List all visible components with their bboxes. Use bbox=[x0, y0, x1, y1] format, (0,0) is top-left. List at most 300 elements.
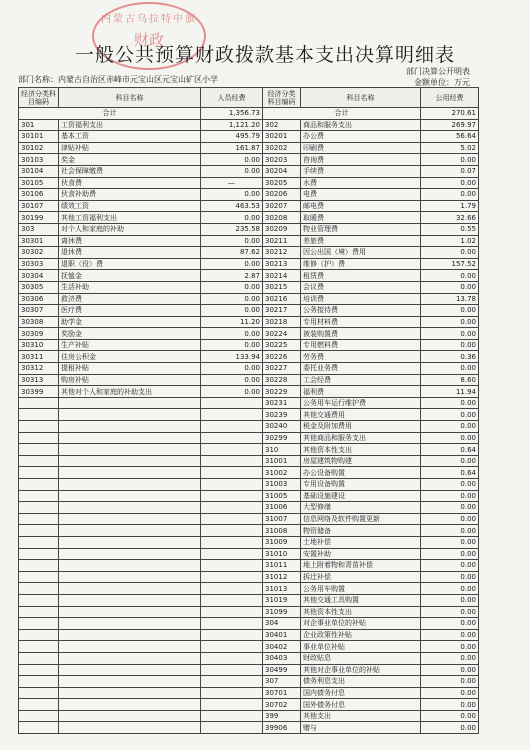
left-subject-name bbox=[59, 455, 201, 467]
left-subject-name bbox=[59, 421, 201, 433]
personnel-amount: 495.79 bbox=[201, 131, 263, 143]
personnel-amount bbox=[201, 513, 263, 525]
right-subject-name: 债务利息支出 bbox=[301, 676, 421, 688]
right-subject-name: 办公费 bbox=[301, 131, 421, 143]
left-subject-name bbox=[59, 536, 201, 548]
left-subject-name: 生产补贴 bbox=[59, 339, 201, 351]
table-row bbox=[19, 409, 479, 421]
table-row bbox=[19, 722, 479, 734]
right-econ-code: 31007 bbox=[263, 513, 301, 525]
left-econ-code bbox=[19, 722, 59, 734]
left-econ-code: 303 bbox=[19, 223, 59, 235]
right-econ-code: 31006 bbox=[263, 502, 301, 514]
right-subject-name: 物业管理费 bbox=[301, 223, 421, 235]
left-econ-code bbox=[19, 710, 59, 722]
right-subject-name: 维修（护）费 bbox=[301, 258, 421, 270]
right-econ-code: 30204 bbox=[263, 165, 301, 177]
right-subject-name: 其他资本性支出 bbox=[301, 444, 421, 456]
right-subject-name: 安置补助 bbox=[301, 548, 421, 560]
right-subject-name: 信息网络及软件购置更新 bbox=[301, 513, 421, 525]
right-subject-name: 电费 bbox=[301, 189, 421, 201]
public-amount: 0.00 bbox=[421, 571, 479, 583]
public-amount: 0.00 bbox=[421, 270, 479, 282]
left-subject-name bbox=[59, 409, 201, 421]
left-econ-code: 30304 bbox=[19, 270, 59, 282]
public-amount: 0.00 bbox=[421, 676, 479, 688]
personnel-amount bbox=[201, 629, 263, 641]
right-subject-name: 对企事业单位的补贴 bbox=[301, 618, 421, 630]
table-row bbox=[19, 305, 479, 317]
table-row bbox=[19, 316, 479, 328]
left-subject-name: 社会保障缴费 bbox=[59, 165, 201, 177]
left-subject-name: 奖励金 bbox=[59, 328, 201, 340]
public-amount: 0.00 bbox=[421, 548, 479, 560]
table-row bbox=[19, 247, 479, 259]
left-econ-code: 30106 bbox=[19, 189, 59, 201]
left-econ-code: 30311 bbox=[19, 351, 59, 363]
left-subject-name bbox=[59, 397, 201, 409]
right-econ-code: 30226 bbox=[263, 351, 301, 363]
left-econ-code bbox=[19, 409, 59, 421]
table-row bbox=[19, 606, 479, 618]
left-econ-code bbox=[19, 490, 59, 502]
left-subject-name bbox=[59, 548, 201, 560]
left-subject-name: 奖金 bbox=[59, 154, 201, 166]
table-row bbox=[19, 444, 479, 456]
right-subject-name: 取暖费 bbox=[301, 212, 421, 224]
table-row bbox=[19, 339, 479, 351]
left-subject-name: 退职（役）费 bbox=[59, 258, 201, 270]
department-name: 部门名称：内蒙古自治区赤峰市元宝山区元宝山矿区小学 bbox=[18, 75, 218, 84]
left-econ-code bbox=[19, 652, 59, 664]
right-econ-code: 31012 bbox=[263, 571, 301, 583]
table-row bbox=[19, 687, 479, 699]
table-row bbox=[19, 397, 479, 409]
left-econ-code bbox=[19, 397, 59, 409]
public-amount: 0.00 bbox=[421, 606, 479, 618]
left-econ-code: 30309 bbox=[19, 328, 59, 340]
left-econ-code bbox=[19, 467, 59, 479]
table-row bbox=[19, 212, 479, 224]
right-subject-name: 地上附着物和青苗补偿 bbox=[301, 560, 421, 572]
left-subject-name: 工资福利支出 bbox=[59, 119, 201, 131]
public-amount: 0.00 bbox=[421, 409, 479, 421]
left-econ-code bbox=[19, 421, 59, 433]
table-row bbox=[19, 513, 479, 525]
table-row bbox=[19, 502, 479, 514]
table-row bbox=[19, 571, 479, 583]
left-econ-code bbox=[19, 432, 59, 444]
public-amount: 0.00 bbox=[421, 710, 479, 722]
right-econ-code: 30499 bbox=[263, 664, 301, 676]
personnel-amount bbox=[201, 479, 263, 491]
official-seal-stamp: 内蒙古乌拉特中旗 财政 bbox=[92, 2, 206, 70]
left-subject-name bbox=[59, 687, 201, 699]
left-econ-code: 30307 bbox=[19, 305, 59, 317]
personnel-amount: 0.00 bbox=[201, 374, 263, 386]
public-amount: 0.07 bbox=[421, 165, 479, 177]
personnel-amount bbox=[201, 525, 263, 537]
public-amount: 11.94 bbox=[421, 386, 479, 398]
right-subject-name: 公务接待费 bbox=[301, 305, 421, 317]
public-amount: 0.00 bbox=[421, 687, 479, 699]
personnel-amount bbox=[201, 467, 263, 479]
personnel-amount bbox=[201, 641, 263, 653]
personnel-amount: 0.00 bbox=[201, 281, 263, 293]
left-econ-code bbox=[19, 455, 59, 467]
left-subject-name bbox=[59, 583, 201, 595]
table-row bbox=[19, 131, 479, 143]
right-econ-code: 30231 bbox=[263, 397, 301, 409]
left-econ-code bbox=[19, 629, 59, 641]
public-amount: 0.00 bbox=[421, 455, 479, 467]
left-econ-code bbox=[19, 618, 59, 630]
personnel-amount bbox=[201, 548, 263, 560]
personnel-amount: 0.00 bbox=[201, 154, 263, 166]
document-title: 一般公共预算财政拨款基本支出决算明细表 bbox=[74, 44, 455, 66]
left-econ-code bbox=[19, 676, 59, 688]
personnel-amount: 0.00 bbox=[201, 305, 263, 317]
table-row bbox=[19, 363, 479, 375]
left-subject-name bbox=[59, 525, 201, 537]
right-subject-name: 公务用车运行维护费 bbox=[301, 397, 421, 409]
right-subject-name: 租赁费 bbox=[301, 270, 421, 282]
right-econ-code: 30402 bbox=[263, 641, 301, 653]
left-subject-name bbox=[59, 676, 201, 688]
right-econ-code: 31010 bbox=[263, 548, 301, 560]
left-subject-name bbox=[59, 513, 201, 525]
public-amount: 32.66 bbox=[421, 212, 479, 224]
public-amount: 0.64 bbox=[421, 444, 479, 456]
left-econ-code: 30102 bbox=[19, 142, 59, 154]
left-econ-code: 30308 bbox=[19, 316, 59, 328]
public-amount: 5.02 bbox=[421, 142, 479, 154]
public-amount: 13.78 bbox=[421, 293, 479, 305]
right-econ-code: 30207 bbox=[263, 200, 301, 212]
personnel-amount bbox=[201, 560, 263, 572]
right-econ-code: 310 bbox=[263, 444, 301, 456]
right-econ-code: 31002 bbox=[263, 467, 301, 479]
public-amount: 0.00 bbox=[421, 722, 479, 734]
left-subject-name bbox=[59, 502, 201, 514]
left-subject-name: 抚恤金 bbox=[59, 270, 201, 282]
table-row bbox=[19, 652, 479, 664]
right-econ-code: 30214 bbox=[263, 270, 301, 282]
header-econ-code-left: 经济分类科目编码 bbox=[19, 88, 59, 108]
expenditure-table bbox=[18, 87, 479, 734]
table-row bbox=[19, 154, 479, 166]
right-econ-code: 30215 bbox=[263, 281, 301, 293]
right-subject-name: 差旅费 bbox=[301, 235, 421, 247]
left-subject-name bbox=[59, 606, 201, 618]
left-econ-code: 30199 bbox=[19, 212, 59, 224]
left-subject-name: 对个人和家庭的补助 bbox=[59, 223, 201, 235]
right-econ-code: 30217 bbox=[263, 305, 301, 317]
header-subject-name-right: 科目名称 bbox=[301, 88, 421, 108]
right-econ-code: 302 bbox=[263, 119, 301, 131]
public-amount: 56.64 bbox=[421, 131, 479, 143]
table-row bbox=[19, 270, 479, 282]
table-row bbox=[19, 618, 479, 630]
public-amount: 0.00 bbox=[421, 536, 479, 548]
personnel-amount: 463.53 bbox=[201, 200, 263, 212]
personnel-amount: 2.87 bbox=[201, 270, 263, 282]
right-subject-name: 工会经费 bbox=[301, 374, 421, 386]
left-subject-name bbox=[59, 664, 201, 676]
table-row bbox=[19, 432, 479, 444]
table-row bbox=[19, 258, 479, 270]
left-subject-name bbox=[59, 641, 201, 653]
public-amount: 0.00 bbox=[421, 618, 479, 630]
public-amount: 0.00 bbox=[421, 305, 479, 317]
left-econ-code: 30305 bbox=[19, 281, 59, 293]
personnel-amount bbox=[201, 444, 263, 456]
personnel-amount: 1,121.20 bbox=[201, 119, 263, 131]
right-subject-name: 其他交通工具购置 bbox=[301, 594, 421, 606]
public-amount: 0.00 bbox=[421, 502, 479, 514]
left-econ-code bbox=[19, 583, 59, 595]
public-amount: 1.02 bbox=[421, 235, 479, 247]
right-econ-code: 30401 bbox=[263, 629, 301, 641]
table-row bbox=[19, 664, 479, 676]
left-subject-name bbox=[59, 710, 201, 722]
right-econ-code: 31013 bbox=[263, 583, 301, 595]
left-econ-code: 30310 bbox=[19, 339, 59, 351]
table-row bbox=[19, 189, 479, 201]
document-type-note: 部门决算公开明表 bbox=[406, 67, 470, 76]
right-subject-name: 手续费 bbox=[301, 165, 421, 177]
public-amount: 0.00 bbox=[421, 560, 479, 572]
public-amount: 0.00 bbox=[421, 154, 479, 166]
personnel-amount bbox=[201, 455, 263, 467]
right-subject-name: 印刷费 bbox=[301, 142, 421, 154]
left-subject-name: 退休费 bbox=[59, 247, 201, 259]
right-econ-code: 30208 bbox=[263, 212, 301, 224]
right-subject-name: 专用设备购置 bbox=[301, 479, 421, 491]
right-subject-name: 其他交通费用 bbox=[301, 409, 421, 421]
left-subject-name: 绩效工资 bbox=[59, 200, 201, 212]
left-econ-code: 30313 bbox=[19, 374, 59, 386]
personnel-amount: — bbox=[201, 177, 263, 189]
right-subject-name: 其他商品和服务支出 bbox=[301, 432, 421, 444]
personnel-amount: 161.87 bbox=[201, 142, 263, 154]
table-row bbox=[19, 223, 479, 235]
table-row bbox=[19, 374, 479, 386]
right-subject-name: 事业单位补贴 bbox=[301, 641, 421, 653]
personnel-amount bbox=[201, 421, 263, 433]
table-row bbox=[19, 699, 479, 711]
header-public-expense: 公用经费 bbox=[421, 88, 479, 108]
right-subject-name: 大型修缮 bbox=[301, 502, 421, 514]
right-econ-code: 399 bbox=[263, 710, 301, 722]
personnel-amount bbox=[201, 409, 263, 421]
left-econ-code: 30312 bbox=[19, 363, 59, 375]
right-econ-code: 31001 bbox=[263, 455, 301, 467]
left-subject-name bbox=[59, 722, 201, 734]
right-econ-code: 30702 bbox=[263, 699, 301, 711]
left-subject-name bbox=[59, 444, 201, 456]
personnel-amount bbox=[201, 571, 263, 583]
left-subject-name: 住房公积金 bbox=[59, 351, 201, 363]
right-econ-code: 30205 bbox=[263, 177, 301, 189]
right-subject-name: 培训费 bbox=[301, 293, 421, 305]
personnel-amount: 0.00 bbox=[201, 235, 263, 247]
right-econ-code: 30239 bbox=[263, 409, 301, 421]
public-amount: 269.97 bbox=[421, 119, 479, 131]
public-amount: 0.00 bbox=[421, 583, 479, 595]
right-econ-code: 31011 bbox=[263, 560, 301, 572]
table-row bbox=[19, 455, 479, 467]
right-econ-code: 30206 bbox=[263, 189, 301, 201]
public-amount: 0.00 bbox=[421, 177, 479, 189]
right-econ-code: 30203 bbox=[263, 154, 301, 166]
personnel-amount: 0.00 bbox=[201, 363, 263, 375]
left-subject-name: 伙食费 bbox=[59, 177, 201, 189]
table-row bbox=[19, 536, 479, 548]
public-amount: 0.36 bbox=[421, 351, 479, 363]
header-personnel-expense: 人员经费 bbox=[201, 88, 263, 108]
right-econ-code: 30227 bbox=[263, 363, 301, 375]
personnel-amount bbox=[201, 676, 263, 688]
left-subject-name bbox=[59, 652, 201, 664]
public-amount: 0.00 bbox=[421, 421, 479, 433]
left-subject-name: 伙食补助费 bbox=[59, 189, 201, 201]
right-subject-name: 水费 bbox=[301, 177, 421, 189]
right-subject-name: 物资储备 bbox=[301, 525, 421, 537]
right-econ-code: 30212 bbox=[263, 247, 301, 259]
right-econ-code: 31003 bbox=[263, 479, 301, 491]
header-subject-name-left: 科目名称 bbox=[59, 88, 201, 108]
right-econ-code: 31099 bbox=[263, 606, 301, 618]
right-econ-code: 30213 bbox=[263, 258, 301, 270]
right-subject-name: 财政贴息 bbox=[301, 652, 421, 664]
table-row bbox=[19, 235, 479, 247]
public-amount: 0.00 bbox=[421, 525, 479, 537]
personnel-amount bbox=[201, 722, 263, 734]
right-subject-name: 赠与 bbox=[301, 722, 421, 734]
personnel-amount: 133.94 bbox=[201, 351, 263, 363]
left-econ-code bbox=[19, 560, 59, 572]
personnel-amount: 0.00 bbox=[201, 212, 263, 224]
left-subject-name: 医疗费 bbox=[59, 305, 201, 317]
left-subject-name: 生活补助 bbox=[59, 281, 201, 293]
public-amount: 0.00 bbox=[421, 189, 479, 201]
left-subject-name bbox=[59, 571, 201, 583]
right-econ-code: 30299 bbox=[263, 432, 301, 444]
personnel-amount bbox=[201, 710, 263, 722]
table-row bbox=[19, 583, 479, 595]
left-subject-name: 其他工资福利支出 bbox=[59, 212, 201, 224]
right-econ-code: 30403 bbox=[263, 652, 301, 664]
left-subject-name bbox=[59, 490, 201, 502]
total-label-left: 合计 bbox=[19, 108, 201, 120]
total-row bbox=[19, 108, 479, 120]
personnel-amount bbox=[201, 502, 263, 514]
table-row bbox=[19, 490, 479, 502]
personnel-amount: 0.00 bbox=[201, 339, 263, 351]
table-header-row bbox=[19, 88, 479, 108]
public-amount: 0.00 bbox=[421, 397, 479, 409]
right-subject-name: 其他对企事业单位的补贴 bbox=[301, 664, 421, 676]
right-subject-name: 公务用车购置 bbox=[301, 583, 421, 595]
left-subject-name bbox=[59, 479, 201, 491]
personnel-amount bbox=[201, 536, 263, 548]
right-subject-name: 会议费 bbox=[301, 281, 421, 293]
public-amount: 0.00 bbox=[421, 328, 479, 340]
public-amount: 0.00 bbox=[421, 594, 479, 606]
left-econ-code: 30105 bbox=[19, 177, 59, 189]
left-econ-code bbox=[19, 664, 59, 676]
personnel-amount bbox=[201, 664, 263, 676]
right-econ-code: 307 bbox=[263, 676, 301, 688]
table-row bbox=[19, 479, 479, 491]
left-econ-code bbox=[19, 571, 59, 583]
left-subject-name: 救济费 bbox=[59, 293, 201, 305]
personnel-amount: 87.62 bbox=[201, 247, 263, 259]
right-subject-name: 劳务费 bbox=[301, 351, 421, 363]
left-econ-code: 30103 bbox=[19, 154, 59, 166]
left-econ-code: 30107 bbox=[19, 200, 59, 212]
left-subject-name: 其他对个人和家庭的补助支出 bbox=[59, 386, 201, 398]
left-econ-code bbox=[19, 594, 59, 606]
right-subject-name: 房屋建筑物购建 bbox=[301, 455, 421, 467]
left-econ-code bbox=[19, 525, 59, 537]
table-row bbox=[19, 676, 479, 688]
right-subject-name: 税金及附加费用 bbox=[301, 421, 421, 433]
right-econ-code: 30225 bbox=[263, 339, 301, 351]
personnel-amount bbox=[201, 699, 263, 711]
public-amount: 0.00 bbox=[421, 432, 479, 444]
public-amount: 0.00 bbox=[421, 699, 479, 711]
left-econ-code bbox=[19, 502, 59, 514]
right-subject-name: 基础设施建设 bbox=[301, 490, 421, 502]
personnel-amount: 0.00 bbox=[201, 165, 263, 177]
personnel-amount: 0.00 bbox=[201, 328, 263, 340]
right-subject-name: 国外债务付息 bbox=[301, 699, 421, 711]
table-row bbox=[19, 328, 479, 340]
total-public-amount: 270.61 bbox=[421, 108, 479, 120]
table-row bbox=[19, 641, 479, 653]
table-row bbox=[19, 351, 479, 363]
public-amount: 0.00 bbox=[421, 363, 479, 375]
right-econ-code: 304 bbox=[263, 618, 301, 630]
right-econ-code: 30701 bbox=[263, 687, 301, 699]
table-row bbox=[19, 560, 479, 572]
personnel-amount: 11.20 bbox=[201, 316, 263, 328]
left-econ-code: 30399 bbox=[19, 386, 59, 398]
right-subject-name: 其他支出 bbox=[301, 710, 421, 722]
personnel-amount bbox=[201, 687, 263, 699]
table-row bbox=[19, 177, 479, 189]
public-amount: 0.00 bbox=[421, 339, 479, 351]
personnel-amount: 0.00 bbox=[201, 293, 263, 305]
personnel-amount bbox=[201, 490, 263, 502]
right-subject-name: 福利费 bbox=[301, 386, 421, 398]
right-subject-name: 拆迁补偿 bbox=[301, 571, 421, 583]
right-econ-code: 30202 bbox=[263, 142, 301, 154]
personnel-amount: 0.00 bbox=[201, 189, 263, 201]
right-subject-name: 国内债务付息 bbox=[301, 687, 421, 699]
left-econ-code: 30301 bbox=[19, 235, 59, 247]
left-subject-name bbox=[59, 560, 201, 572]
public-amount: 157.52 bbox=[421, 258, 479, 270]
right-subject-name: 其他资本性支出 bbox=[301, 606, 421, 618]
public-amount: 0.00 bbox=[421, 490, 479, 502]
left-subject-name bbox=[59, 467, 201, 479]
right-subject-name: 专用燃料费 bbox=[301, 339, 421, 351]
public-amount: 0.00 bbox=[421, 479, 479, 491]
left-econ-code bbox=[19, 548, 59, 560]
